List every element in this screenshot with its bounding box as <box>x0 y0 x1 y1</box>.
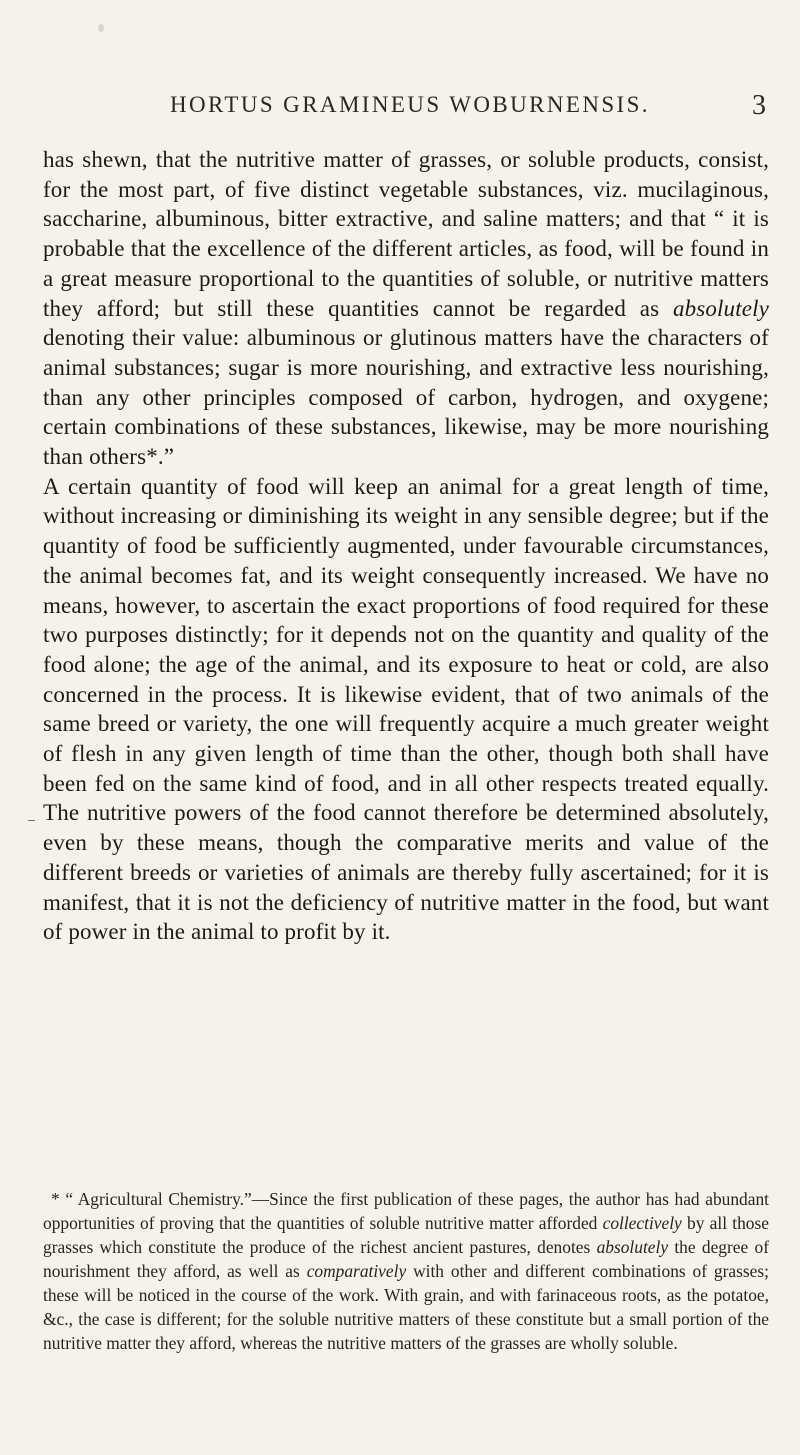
footnote-italic-collectively: collectively <box>602 1213 682 1233</box>
footnote-text-3: the degree of nourishment they afford, as well as <box>43 1237 769 1281</box>
paragraph-1-text-b: denoting their value: albuminous or glutinous matters have the characters of animal substances; sugar is more nourishing, and extractive less nourishing, than any other principles composed of carbon, hydrogen, and oxygene; certain combinations of these substances, likewise, may be more nourishing than others*.” <box>43 325 769 470</box>
footnote <box>43 1187 769 1355</box>
paragraph-1-text-a: has shewn, that the nutritive matter of grasses, or soluble products, consist, for the most part, of five distinct vegetable substances, viz. mucilaginous, saccharine, albuminous, bitter extractive, and saline matters; and that “ it is probable that the excellence of the different articles, as food, will be found in a great measure proportional to the quantities of soluble, or nutritive matters they afford; but still these quantities cannot be regarded as <box>43 147 769 321</box>
running-title: HORTUS GRAMINEUS WOBURNENSIS. <box>170 92 650 117</box>
footnote-text-2: by all those grasses which constitute the produce of the richest ancient pastures, denotes <box>43 1213 769 1257</box>
page-header <box>42 92 766 132</box>
page-number: 3 <box>752 90 766 121</box>
paragraph-1 <box>43 145 769 472</box>
italic-absolutely: absolutely <box>672 295 769 321</box>
footnote-marker: * <box>51 1189 60 1209</box>
paragraph-2-text: A certain quantity of food will keep an animal for a great length of time, without increasing or diminishing its weight in any sensible degree; but if the quantity of food be sufficiently augmented, under favourable circumstances, the animal becomes fat, and its weight consequently increased. We have no means, however, to ascertain the exact proportions of food required for these two purposes distinctly; for it depends not on the quantity and quality of the food alone; the age of the animal, and its exposure to heat or cold, are also concerned in the process. It is likewise evident, that of two animals of the same breed or variety, the one will frequently acquire a much greater weight of flesh in any given length of time than the other, though both shall have been fed on the same kind of food, and in all other respects treated equally. The nutritive powers of the food cannot therefore be determined absolutely, even by these means, though the comparative merits and value of the different breeds or varieties of animals are thereby fully ascertained; for it is manifest, that it is not the deficiency of nutritive matter in the food, but want of power in the animal to profit by it. <box>43 473 769 945</box>
footnote-italic-comparatively: comparatively <box>306 1261 407 1281</box>
footnote-text-1: “ Agricultural Chemistry.”—Since the first publication of these pages, the author has had abundant opportunities of proving that the quantities of soluble nutritive matter afforded <box>43 1189 769 1233</box>
footnote-text-4: with other and different combinations of grasses; these will be noticed in the course of the work. With grain, and with farinaceous roots, as the potatoe, &c., the case is different; for the soluble nutritive matters of these constitute but a small portion of the nutritive matter they afford, whereas the nutritive matters of the grasses are wholly soluble. <box>43 1261 769 1353</box>
footnote-italic-absolutely: absolutely <box>596 1237 669 1257</box>
ink-speck <box>98 24 104 32</box>
margin-mark <box>28 820 35 821</box>
main-text <box>43 145 769 947</box>
paragraph-2 <box>43 472 769 947</box>
